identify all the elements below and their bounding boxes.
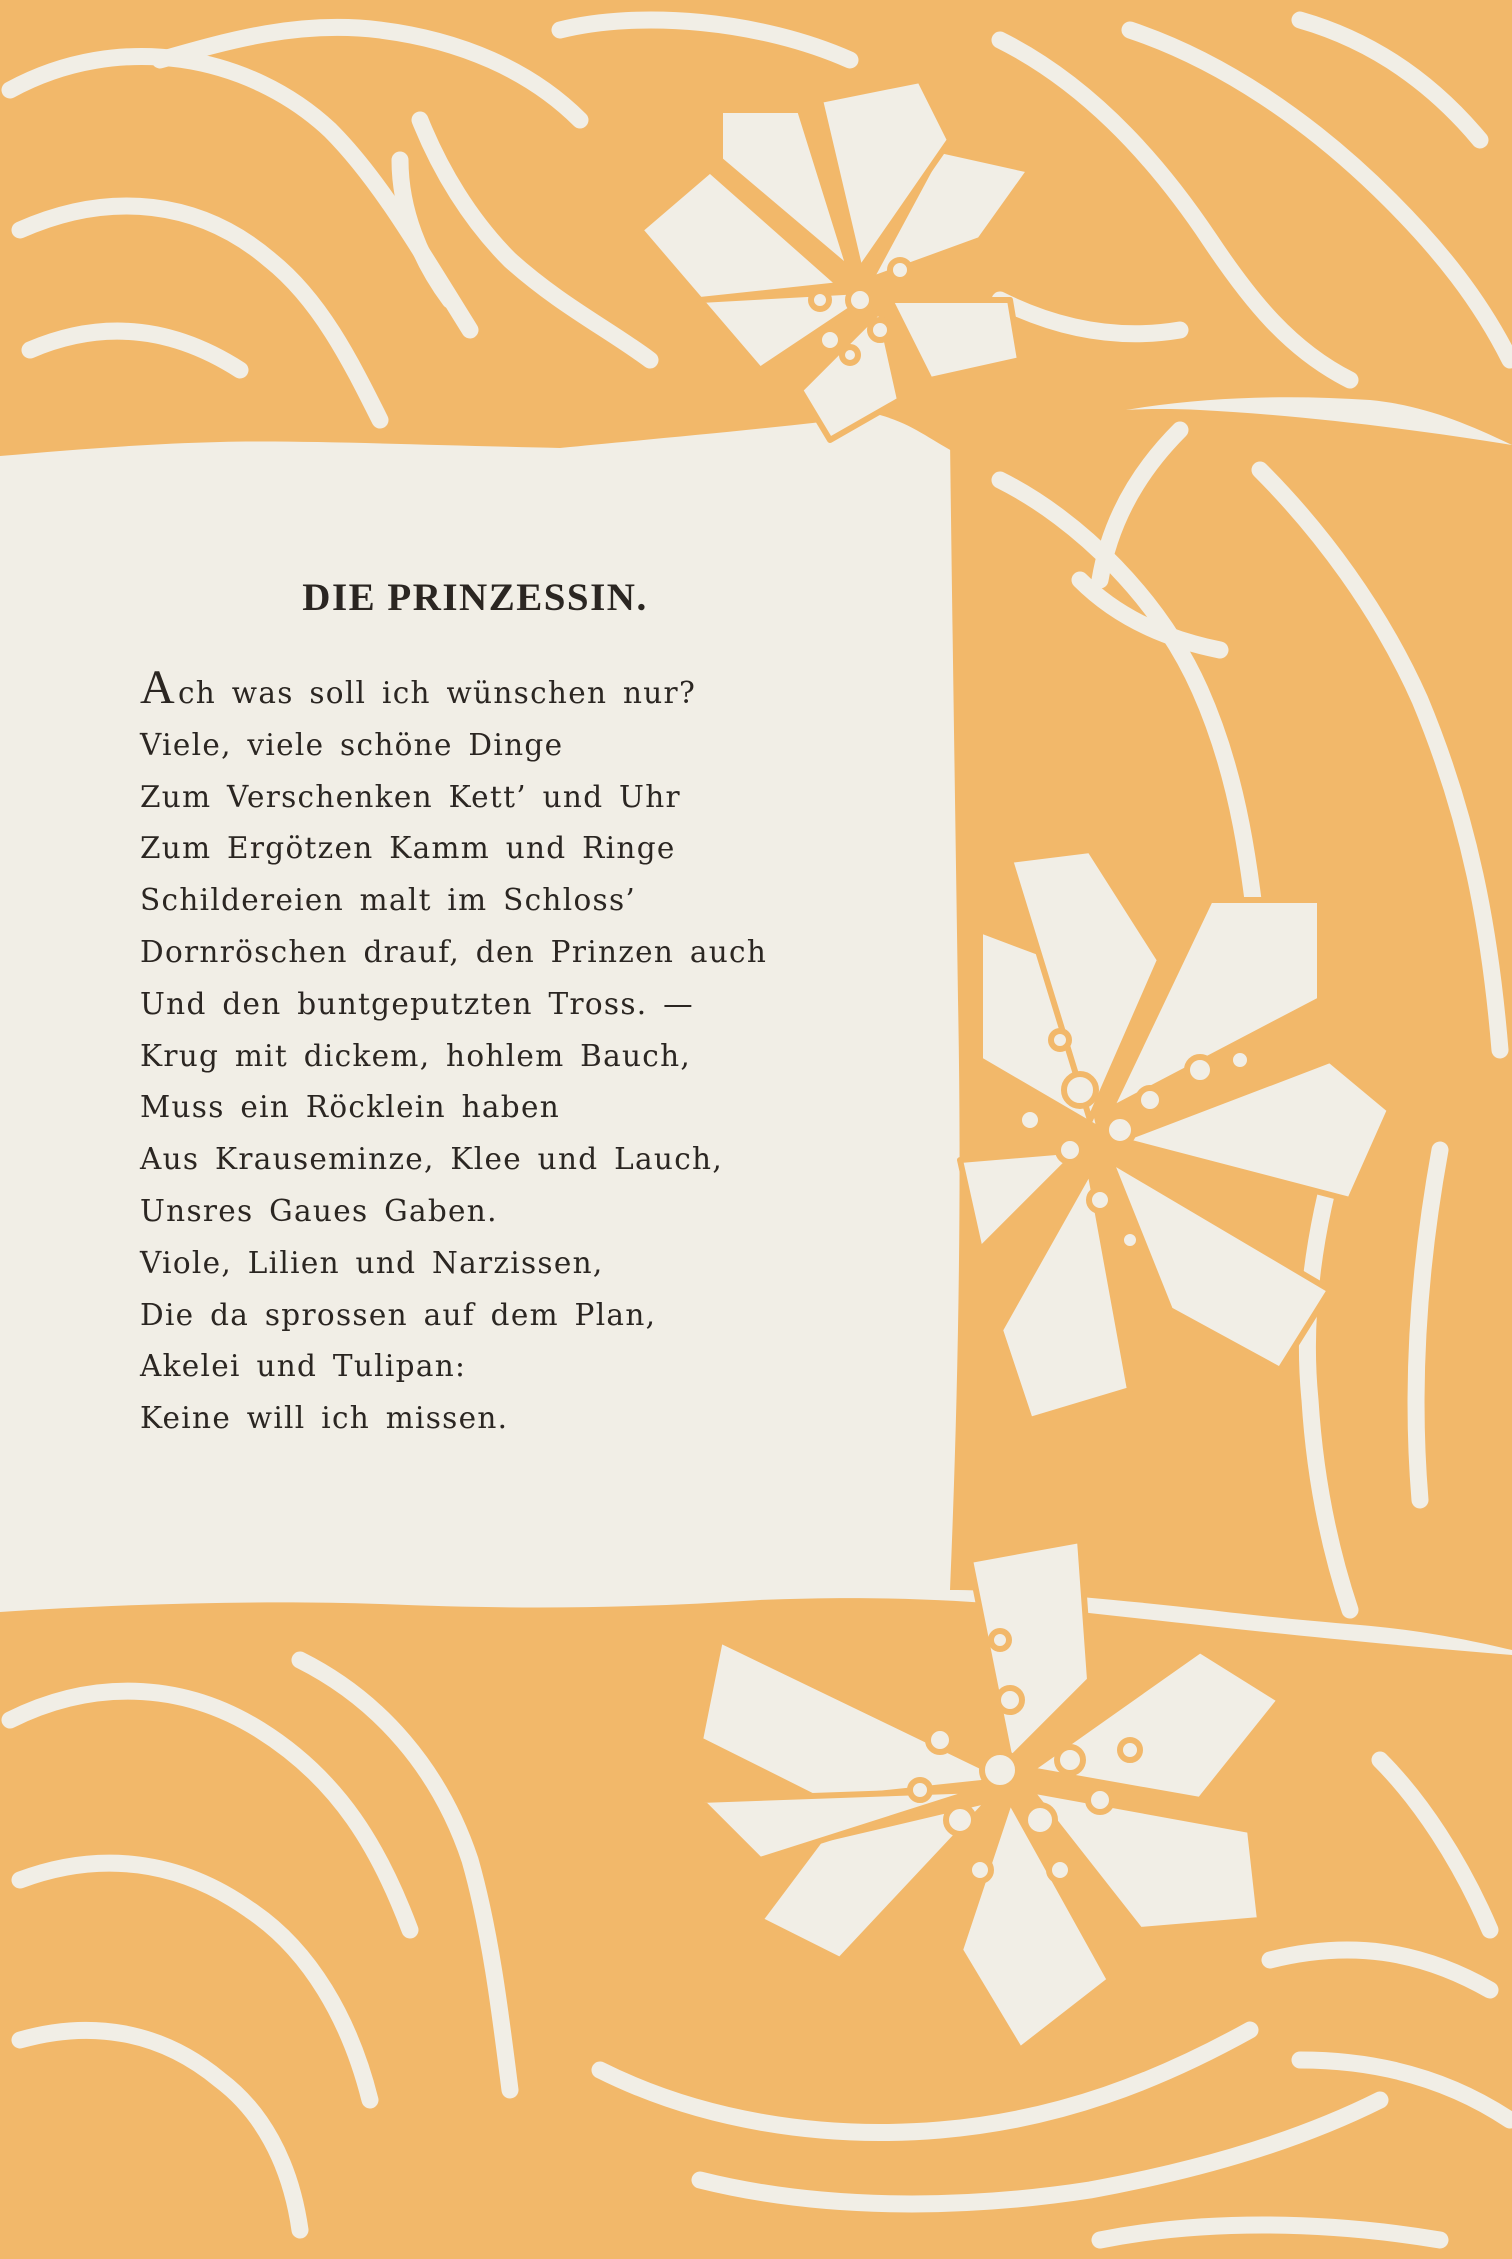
poem-lines (140, 661, 820, 1445)
poem-line: Dornröschen drauf, den Prinzen auch (140, 934, 768, 969)
poem-line-first (140, 661, 820, 720)
poem-line: Zum Ergötzen Kamm und Ringe (140, 831, 676, 866)
poem-line: Viele, viele schöne Dinge (140, 727, 564, 762)
poem-line: Akelei und Tulipan: (140, 1349, 467, 1384)
poem-line: Viole, Lilien und Narzissen, (140, 1245, 604, 1280)
poem-line: Aus Krauseminze, Klee und Lauch, (140, 1142, 724, 1177)
poem-line: Unsres Gaues Gaben. (140, 1193, 498, 1228)
poem-line: Keine will ich missen. (140, 1401, 509, 1436)
poem-line: Zum Verschenken Kett’ und Uhr (140, 779, 681, 814)
poem-line: Muss ein Röcklein haben (140, 1090, 561, 1125)
poem-title: DIE PRINZESSIN. (302, 576, 648, 619)
first-line-rest: ch was soll ich wünschen nur? (177, 676, 697, 710)
poem-line: Schildereien malt im Schloss’ (140, 883, 637, 918)
poem-line: Die da sprossen auf dem Plan, (140, 1297, 657, 1332)
drop-initial: A (140, 661, 176, 714)
poem-text-block (140, 575, 820, 1445)
poem-line: Krug mit dickem, hohlem Bauch, (140, 1038, 692, 1073)
artist-monogram-icon (1174, 1444, 1222, 1492)
poem-line: Und den buntgeputzten Tross. — (140, 986, 694, 1021)
